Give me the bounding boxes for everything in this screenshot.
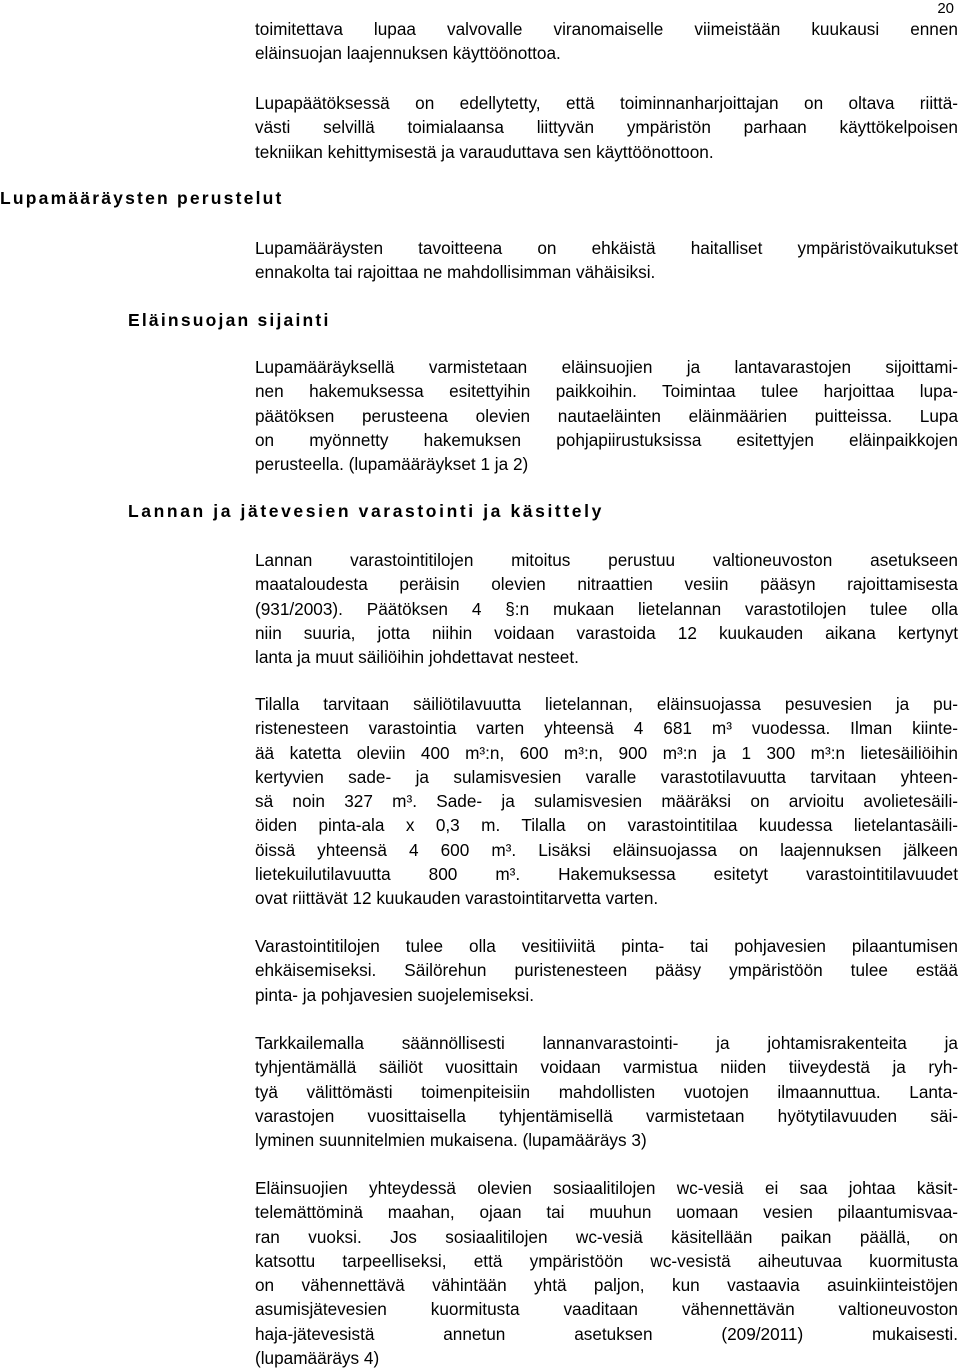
paragraph-line: ristenesteen varastointia varten yhteensä 4 681 m³ vuodessa. Ilman kiinte- [255,718,958,739]
paragraph-line: västi selvillä toimialaansa liittyvän ympäristön parhaan käyttökelpoisen [255,117,958,138]
paragraph-line: Eläinsuojien yhteydessä olevien sosiaalitilojen wc-vesiä ei saa johtaa käsit- [255,1178,958,1198]
paragraph-line: Tilalla tarvitaan säiliötilavuutta lietelannan, eläinsuojassa pesuvesien ja pu- [255,694,958,714]
paragraph-line: ran vuoksi. Jos sosiaalitilojen wc-vesiä käsitellään paikan päällä, on [255,1226,958,1247]
paragraph-line: Lupapäätöksessä on edellytetty, että toiminnanharjoittajan on oltava riittä- [255,93,958,113]
paragraph-line: ää katetta oleviin 400 m³:n, 600 m³:n, 900 m³:n ja 1 300 m³:n lietesäiliöihin [255,742,958,763]
paragraph-line: tyhjentämällä säiliöt vuosittain voidaan varmistua niiden tiiveydestä ja ryh- [255,1057,958,1078]
paragraph-line: Lannan varastointitilojen mitoitus perustuu valtioneuvoston asetukseen [255,550,958,570]
paragraph-line: katsottu tarpeelliseksi, että ympäristöön wc-vesistä aiheutuvaa kuormitusta [255,1250,958,1271]
paragraph-line: nen hakemuksessa esitettyihin paikkoihin. Toimintaa tulee harjoittaa lupa- [255,381,958,402]
paragraph-line: ennakolta tai rajoittaa ne mahdollisimman vähäisiksi. [255,262,656,283]
paragraph-line: (931/2003). Päätöksen 4 §:n mukaan lietelannan varastotilojen tulee olla [255,598,958,619]
paragraph-line: sä noin 327 m³. Sade- ja sulamisvesien määräksi on arvioitu avolietesäili- [255,791,958,812]
paragraph-line: niin suuria, jotta niihin voidaan varastoida 12 kuukauden aikana kertynyt [255,622,958,643]
paragraph-2 [255,91,958,164]
paragraph-7 [255,934,958,1007]
paragraph-line: eläinsuojan laajennuksen käyttöönottoa. [255,43,561,64]
paragraph-6 [255,692,958,911]
heading-elainsuojan-sijainti: Eläinsuojan sijainti [128,310,331,330]
paragraph-line: varastojen vuosittaisella tyhjentämisellä varmistetaan hyötytilavuuden säi- [255,1105,958,1126]
paragraph-line: (lupamääräys 4) [255,1348,380,1369]
paragraph-line: Tarkkailemalla säännöllisesti lannanvarastointi- ja johtamisrakenteita ja [255,1033,958,1053]
paragraph-line: Lupamääräyksellä varmistetaan eläinsuojien ja lantavarastojen sijoittami- [255,357,958,377]
heading-lannan-ja-jatevesien-varastointi: Lannan ja jätevesien varastointi ja käsittely [128,501,604,521]
paragraph-line: telemättöminä maahan, ojaan tai muuhun uomaan vesien pilaantumisvaa- [255,1202,958,1223]
page-number: 20 [937,0,954,17]
paragraph-line: on vähennettävä vähintään yhtä paljon, kun vastaavia asuinkiinteistöjen [255,1275,958,1296]
paragraph-line: asumisjätevesien kuormitusta vaaditaan vähennettävän valtioneuvoston [255,1299,958,1320]
paragraph-line: Varastointitilojen tulee olla vesitiiviitä pinta- tai pohjavesien pilaantumisen [255,936,958,956]
paragraph-line: perusteella. (lupamääräykset 1 ja 2) [255,454,529,475]
paragraph-line: pinta- ja pohjavesien suojelemiseksi. [255,984,534,1005]
paragraph-line: öissä yhteensä 4 600 m³. Lisäksi eläinsuojassa on laajennuksen jälkeen [255,839,958,860]
paragraph-line: tekniikan kehittymisestä ja varauduttava sen käyttöönottoon. [255,141,714,162]
paragraph-line: lyminen suunnitelmien mukaisena. (lupamääräys 3) [255,1130,647,1151]
paragraph-line: toimitettava lupaa valvovalle viranomaiselle viimeistään kuukausi ennen [255,19,958,39]
paragraph-line: lietekuilutilavuutta 800 m³. Hakemuksessa esitetyt varastointitilavuudet [255,864,958,885]
paragraph-4 [255,355,958,476]
paragraph-5 [255,548,958,669]
paragraph-line: ovat riittävät 12 kuukauden varastointitarvetta varten. [255,888,659,909]
paragraph-line: öiden pinta-ala x 0,3 m. Tilalla on varastointitilaa kuudessa lietelantasäili- [255,815,958,836]
paragraph-1 [255,17,958,66]
paragraph-line: on myönnetty hakemuksen pohjapiirustuksissa esitettyjen eläinpaikkojen [255,429,958,450]
paragraph-8 [255,1031,958,1152]
paragraph-line: haja-jätevesistä annetun asetuksen (209/2011) mukaisesti. [255,1323,958,1344]
paragraph-line: kertyvien sade- ja sulamisvesien varalle varastotilavuutta tarvitaan yhteen- [255,766,958,787]
paragraph-line: Lupamääräysten tavoitteena on ehkäistä haitalliset ympäristövaikutukset [255,238,958,258]
heading-lupamaaraysten-perustelut: Lupamääräysten perustelut [0,188,284,208]
paragraph-3 [255,236,958,285]
paragraph-line: lanta ja muut säiliöihin johdettavat nesteet. [255,647,579,668]
paragraph-9 [255,1176,958,1370]
paragraph-line: ehkäisemiseksi. Säilörehun puristenesteen pääsy ympäristöön tulee estää [255,960,958,981]
paragraph-line: päätöksen perusteena olevien nautaeläinten eläinmäärien puitteissa. Lupa [255,405,958,426]
paragraph-line: maataloudesta peräisin olevien nitraattien vesiin pääsyn rajoittamisesta [255,574,958,595]
paragraph-line: tyä välittömästi toimenpiteisiin mahdollisten vuotojen ilmaannuttua. Lanta- [255,1081,958,1102]
